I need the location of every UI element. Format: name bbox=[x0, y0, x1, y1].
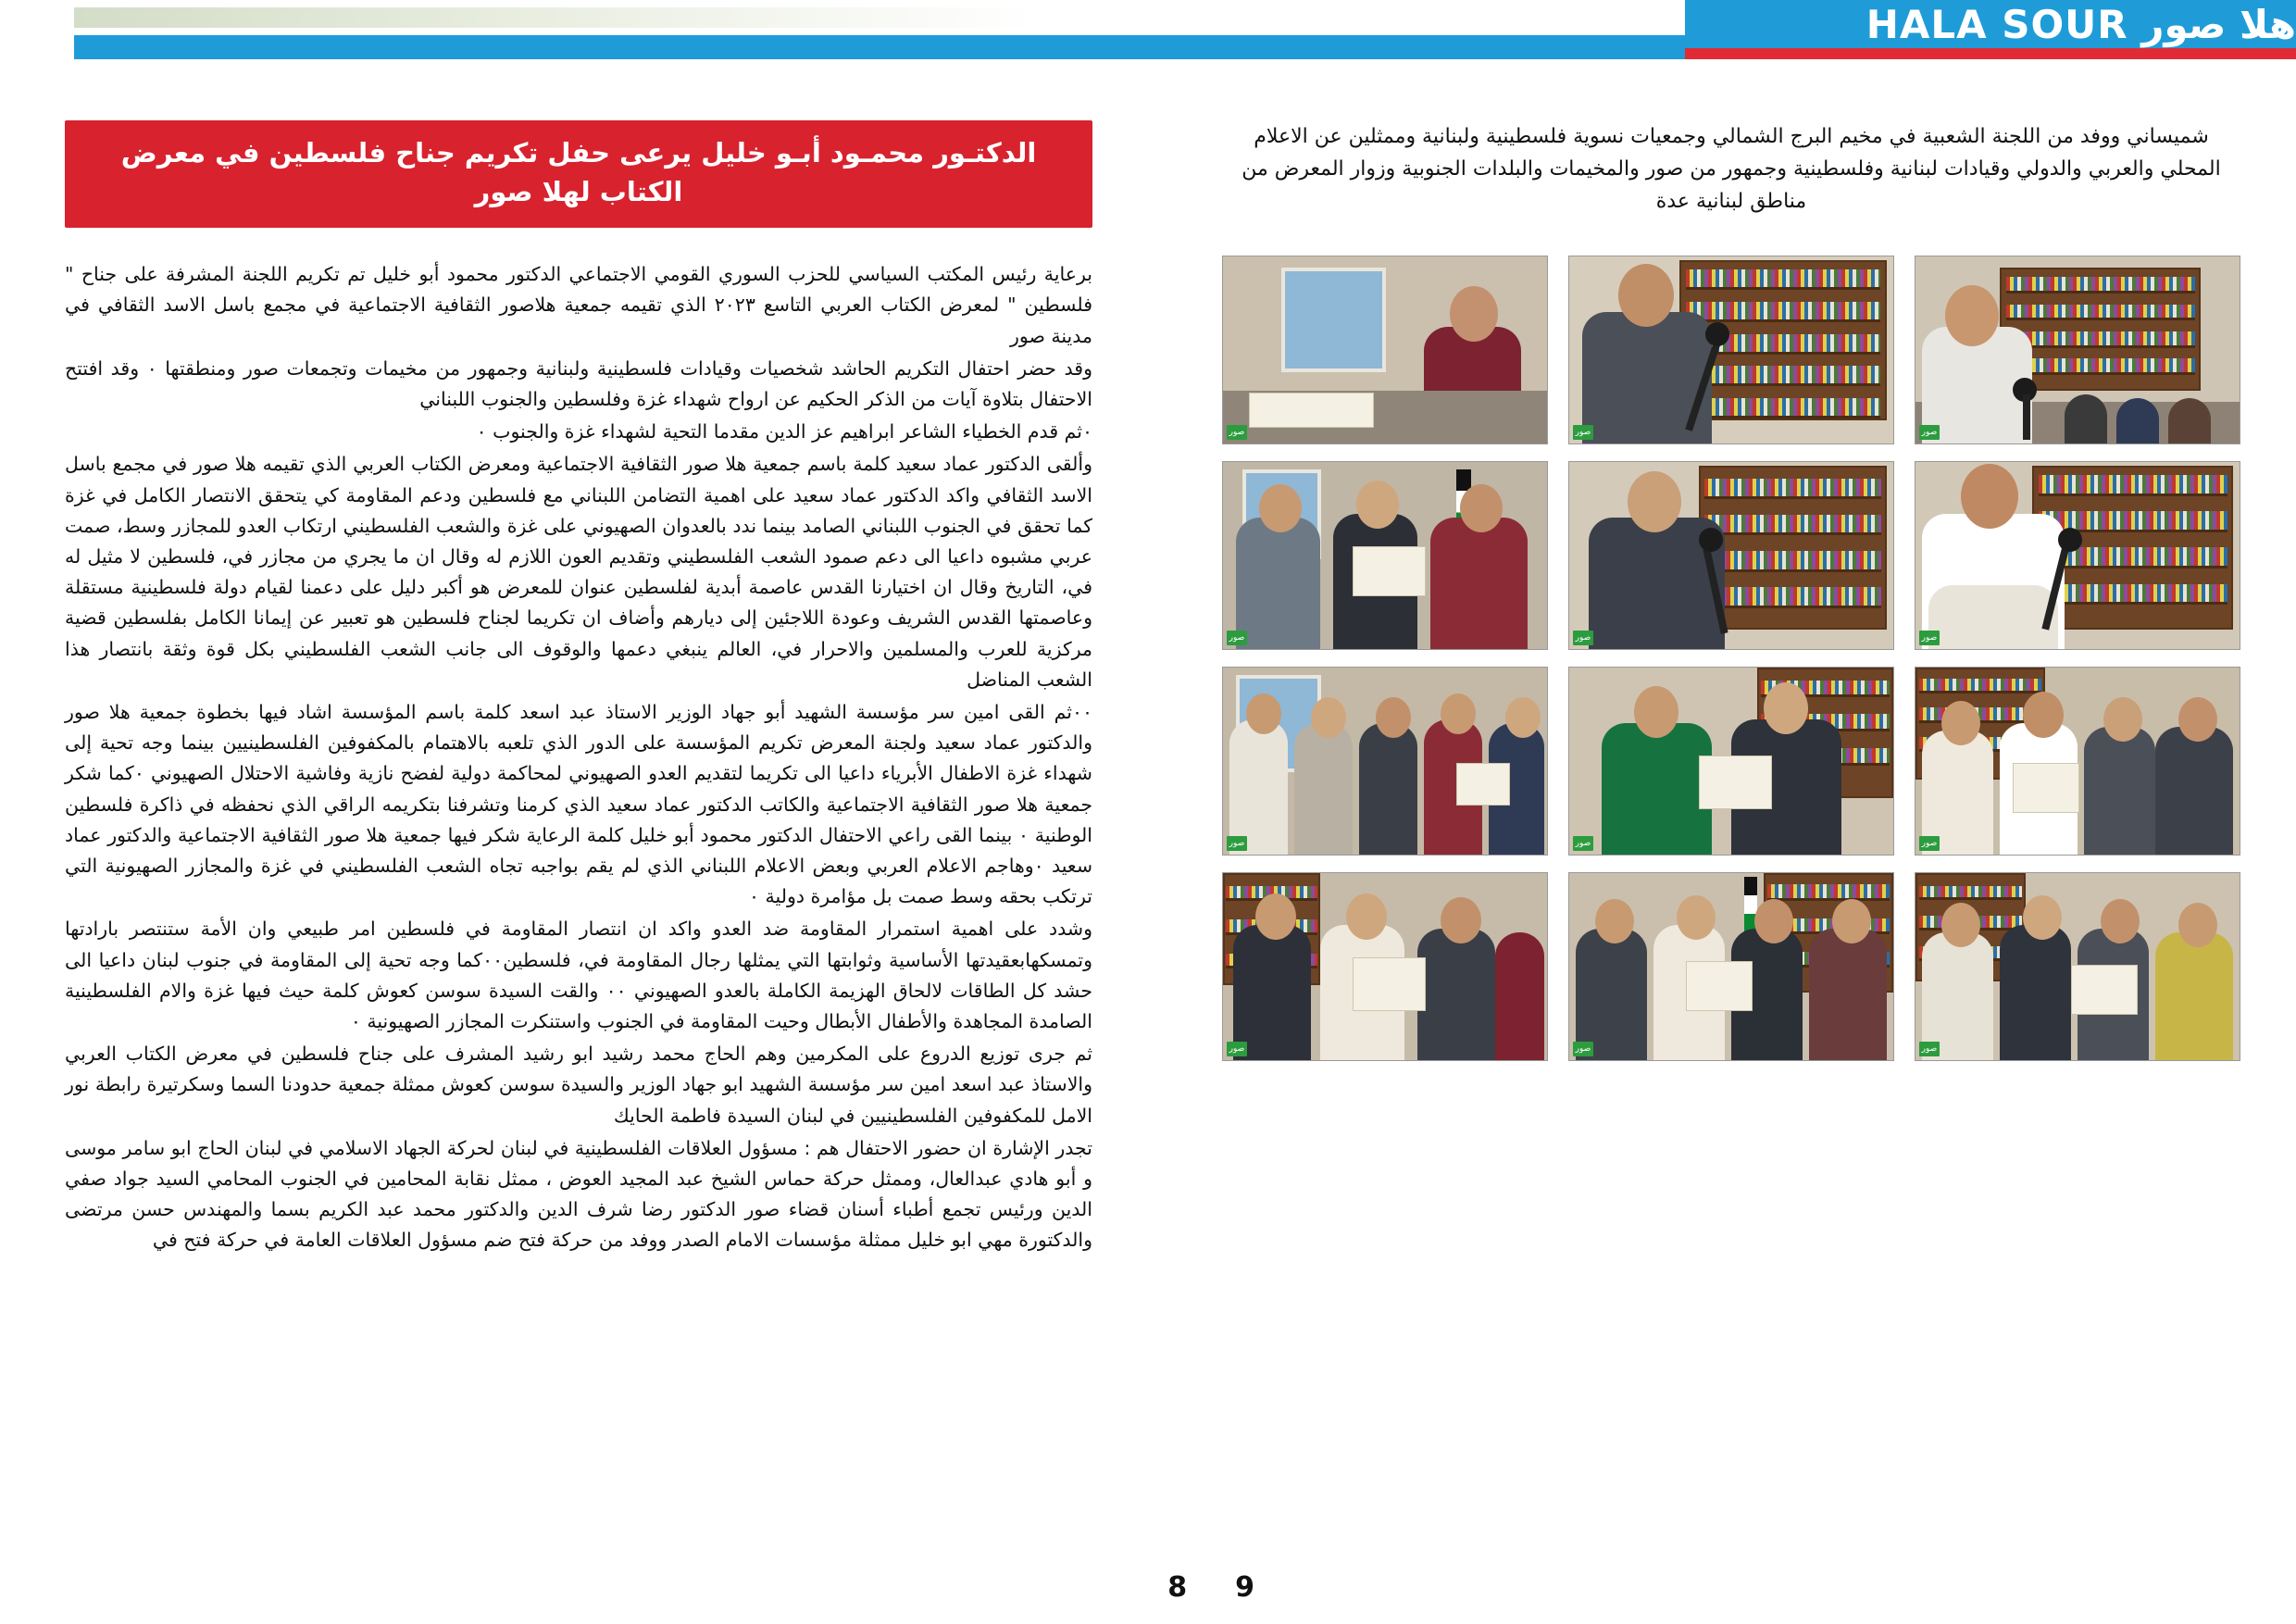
photo-keffiyeh-speaker bbox=[1915, 461, 2240, 650]
header-blue-rule bbox=[74, 35, 1703, 59]
photo-stamp: صور bbox=[1573, 836, 1593, 851]
photo-stamp: صور bbox=[1227, 425, 1247, 440]
article-paragraph: وشدد على اهمية استمرار المقاومة ضد العدو واكد ان انتصار المقاومة في فلسطين امر طبيعي وان الأمة ستنتصر بارادتها وتمسكهابعقيدتها الأساسية وثوابتها التي يمثلها رجال المقاومة في، فلسطين٠٠كما وجه تحية إلى المقاومة في جنوب لبنان داعيا الى حشد كل الطاقات لالحاق الهزيمة الكاملة بالعدو الصهيوني ٠٠ والقت السيدة سوسن كعوش كلمة حيث فيها غزة والام الفلسطينية الصامدة المجاهدة والأطفال الأبطال وحيت المقاومة في الجنوب واستنكرت المجازر الصهيونية ٠ bbox=[65, 918, 1093, 1032]
right-column bbox=[1222, 120, 2240, 1061]
article-headline: الدكتـور محمـود أبـو خليل يرعى حفل تكريم جناح فلسطين في معرض الكتاب لهلا صور bbox=[65, 120, 1092, 228]
page-number-right: 8 bbox=[1167, 1571, 1188, 1604]
lead-paragraph: شميساني ووفد من اللجنة الشعبية في مخيم البرج الشمالي وجمعيات نسوية فلسطينية ولبنانية وممثلين عن الاعلام المحلي والعربي والدولي وقيادات لبنانية وفلسطينية وجمهور من صور والمخيمات والبلدات الجنوبية وزوار المعرض من مناطق لبنانية عدة bbox=[1242, 125, 2221, 214]
article-column bbox=[65, 120, 1092, 1583]
photo-stamp: صور bbox=[1573, 631, 1593, 645]
article-paragraph: وقد حضر احتفال التكريم الحاشد شخصيات وقيادات فلسطينية ولبنانية وجمهور من مخيمات وتجمعات صور ومنطقتها ٠ وقد افتتح الاحتفال بتلاوة آيات من الذكر الحكيم عن ارواح شهداء غزة وفلسطين والجنوب اللبناني bbox=[65, 356, 1092, 410]
photo-speaker-mic bbox=[1568, 256, 1894, 444]
photo-group-lineup bbox=[1222, 667, 1548, 856]
photo-award-group-four bbox=[1915, 667, 2240, 856]
page-number-group bbox=[1069, 1571, 1254, 1604]
photo-woman-podium bbox=[1222, 256, 1548, 444]
header-gradient-bar bbox=[74, 7, 1037, 28]
photo-stamp: صور bbox=[1919, 425, 1940, 440]
article-paragraph: ٠ثم قدم الخطياء الشاعر ابراهيم عز الدين مقدما التحية لشهداء غزة والجنوب ٠ bbox=[476, 420, 1092, 443]
photo-grid bbox=[1222, 256, 2240, 1061]
masthead-red-rule bbox=[1685, 48, 2296, 59]
photo-award-pair bbox=[1568, 667, 1894, 856]
page-header bbox=[0, 0, 2296, 56]
masthead bbox=[1685, 0, 2296, 48]
photo-audience-hall bbox=[1915, 256, 2240, 444]
photo-stamp: صور bbox=[1919, 1042, 1940, 1056]
article-paragraph: ٠٠ثم القى امين سر مؤسسة الشهيد أبو جهاد الوزير الاستاذ عبد اسعد كلمة باسم المؤسسة اشاد فيها بخطوة جمعية هلا صور والدكتور عماد سعيد ولجنة المعرض تكريم المؤسسة على الدور الذي تلعبه بالاهتمام بالمكفوفين الفلسطينيين بينما وجه تحية إلى شهداء غزة الاطفال الأبرياء داعيا الى تكريما لتقديم العدو الصهيوني لمحاكمة دولية لفضح نازية وفاشية الاحتلال الصهيوني ٠كما شكر جمعية هلا صور الثقافية الاجتماعية والكاتب الدكتور عماد سعيد الذي كرمنا وتشرفنا بتكريمه الراقي الذي نحفظه في ذاكرة فلسطين الوطنية ٠ بينما القى راعي الاحتفال الدكتور محمود أبو خليل كلمة الرعاية شكر فيها جمعية هلا صور الثقافية الاجتماعية والدكتور عماد سعيد ٠وهاجم الاعلام العربي وبعض الاعلام اللبناني الذي لم يقم بواجبه تجاه الشعب الفلسطيني في غزة والمجازر الصهيونية التي ترتكب بحقه وسط صمت بل مؤامرة دولية ٠ bbox=[65, 700, 1092, 908]
photo-stamp: صور bbox=[1227, 836, 1247, 851]
page-number-left: 9 bbox=[1235, 1571, 1254, 1604]
photo-stamp: صور bbox=[1227, 631, 1247, 645]
article-body bbox=[65, 259, 1092, 1256]
photo-stamp: صور bbox=[1919, 836, 1940, 851]
photo-stamp: صور bbox=[1227, 1042, 1247, 1056]
article-paragraph: برعاية رئيس المكتب السياسي للحزب السوري القومي الاجتماعي الدكتور محمود أبو خليل تم تكريم اللجنة المشرفة على جناح " فلسطين " لمعرض الكتاب العربي التاسع ٢٠٢٣ الذي تقيمه جمعية هلاصور الثقافية الاجتماعية في مجمع باسل الاسد الثقافي في مدينة صور bbox=[65, 263, 1092, 347]
photo-suited-speaker bbox=[1568, 461, 1894, 650]
article-paragraph: وألقى الدكتور عماد سعيد كلمة باسم جمعية هلا صور الثقافية الاجتماعية ومعرض الكتاب العربي الذي تقيمه هلا صور في مجمع باسل الاسد الثقافي واكد الدكتور عماد سعيد على اهمية التضامن اللبناني مع فلسطين ودعم المقاومة كي يتحقق الانتصار الكامل في غزة كما تحقق في الجنوب اللبناني الصامد بينما ندد بالعدوان الصهيوني على غزة والشعب الفلسطيني ارتكاب العدو للمجازر وسط، صمت عربي مشبوه داعيا الى دعم صمود الشعب الفلسطيني وتقديم العون اللازم له وقال ان ما يجري من مجازر في، فلسطين لا مثيل له في، التاريخ وقال ان اختيارنا القدس عاصمة أبدية لفلسطين عنوان للمعرض هو أكبر دليل على دعمنا لقيام دولة فلسطينية مستقلة وعاصمتها القدس الشريف وعودة اللاجئين إلى ديارهم وأضاف ان تكريما لجناح فلسطين هو تعبير عن إيمانا الكامل بفلسطين قضية مركزية للعرب والمسلمين والاحرار في، العالم ينبغي دعمها والوقوف الى جانب الشعب الفلسطيني بكل قوة وثقة بانتصار هذا الشعب المناضل bbox=[65, 453, 1092, 691]
photo-stamp: صور bbox=[1573, 1042, 1593, 1056]
photo-award-women bbox=[1568, 872, 1894, 1061]
photo-award-group-three bbox=[1222, 461, 1548, 650]
photo-award-women-two bbox=[1222, 872, 1548, 1061]
photo-stamp: صور bbox=[1573, 425, 1593, 440]
masthead-title: هلا صور HALA SOUR bbox=[1866, 1, 2296, 47]
photo-stamp: صور bbox=[1919, 631, 1940, 645]
article-paragraph: ثم جرى توزيع الدروع على المكرمين وهم الحاج محمد رشيد ابو رشيد المشرف على جناح فلسطين في معرض الكتاب العربي والاستاذ عبد اسعد امين سر مؤسسة الشهيد ابو جهاد الوزير والسيدة سوسن كعوش ممثلة جمعية حدودنا السما وسكرتيرة رابطة نور الامل للمكفوفين الفلسطينيين في لبنان السيدة فاطمة الحايك bbox=[65, 1043, 1092, 1127]
photo-group-photo-left bbox=[1915, 872, 2240, 1061]
article-paragraph: تجدر الإشارة ان حضور الاحتفال هم : مسؤول العلاقات الفلسطينية في لبنان لحركة الجهاد الاسلامي في لبنان الحاج ابو سامر موسى و أبو هادي عبدالعال، وممثل حركة حماس الشيخ عبد المجيد العوض ، ممثل نقابة المحامين في الجنوب المحامي السيد جواد صفي الدين ورئيس تجمع أطباء أسنان قضاء صور الدكتور رضا شرف الدين والدكتور محمد عبد الكريم بسما والمهندس حسن مرتضى والدكتورة مهي ابو خليل ممثلة مؤسسات الامام الصدر ووفد من حركة فتح ضم مسؤول العلاقات العامة في حركة فتح في bbox=[65, 1136, 1092, 1252]
